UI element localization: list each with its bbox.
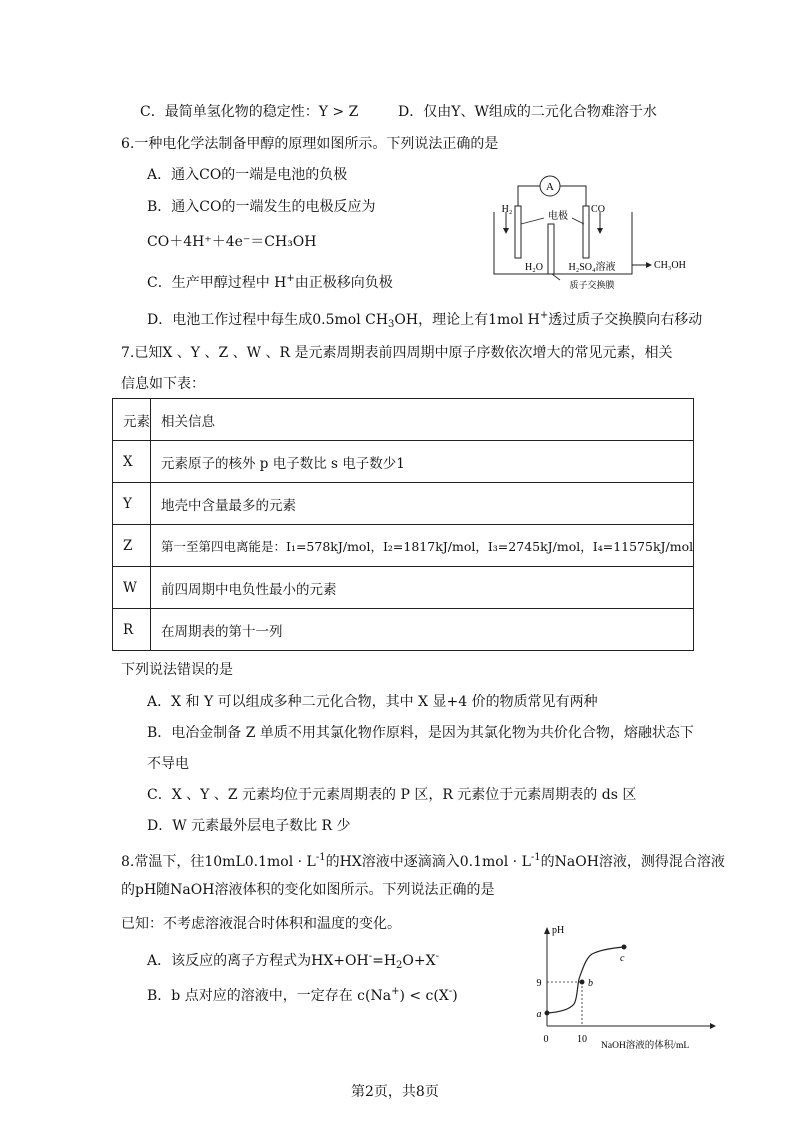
table-cell-element: Z — [113, 525, 151, 567]
table-cell-element: Y — [113, 483, 151, 525]
svg-text:0: 0 — [543, 1034, 549, 1045]
svg-text:CO: CO — [591, 204, 605, 215]
q6-stem: 6.一种电化学法制备甲醇的原理如图所示。下列说法正确的是 — [121, 136, 499, 152]
svg-text:9: 9 — [536, 978, 542, 989]
table-cell-element: X — [113, 441, 151, 483]
electrochemical-cell-diagram — [488, 172, 686, 292]
element-info-table — [112, 398, 694, 651]
svg-text:质子交换膜: 质子交换膜 — [569, 280, 615, 290]
q8-note: 已知：不考虑溶液混合时体积和温度的变化。 — [121, 916, 401, 932]
q7-stem-line2: 信息如下表： — [121, 376, 205, 392]
titration-curve — [547, 947, 624, 1013]
proton-exchange-membrane — [548, 224, 554, 274]
q7-option-b-line1: B．电冶金制备 Z 单质不用其氯化物作原料，是因为其氯化物为共价化合物，熔融状态下 — [147, 725, 694, 741]
svg-text:A: A — [546, 181, 554, 193]
page-footer: 第2页，共8页 — [351, 1084, 439, 1100]
svg-text:H₂O: H₂O — [525, 262, 543, 273]
q6-option-b-equation: CO＋4H⁺＋4e⁻＝CH₃OH — [147, 234, 317, 250]
table-header-cell: 元素 — [113, 399, 151, 441]
q7-option-a: A．X 和 Y 可以组成多种二元化合物，其中 X 显+4 价的物质常见有两种 — [147, 694, 598, 710]
table-header-cell: 相关信息 — [151, 399, 694, 441]
table-header-row — [113, 399, 694, 441]
svg-text:a: a — [536, 1009, 542, 1020]
table-cell-info: 前四周期中电负性最小的元素 — [151, 567, 694, 609]
right-electrode — [583, 206, 589, 258]
table-cell-element: R — [113, 609, 151, 651]
svg-text:NaOH溶液的体积/mL: NaOH溶液的体积/mL — [601, 1041, 690, 1051]
svg-text:b: b — [588, 978, 593, 989]
q8-option-a: A．该反应的离子方程式为$HX+OH^-=H_2O+X^-$ — [147, 951, 439, 971]
point-a-marker — [545, 1011, 550, 1016]
svg-text:pH: pH — [552, 925, 565, 936]
q6-option-a: A．通入CO的一端是电池的负极 — [147, 167, 348, 183]
q8-option-b: B．b 点对应的溶液中，一定存在 c(Na+) < c(X-) — [147, 986, 458, 1004]
q5-option-d: D．仅由Y、W组成的二元化合物难溶于水 — [398, 104, 657, 120]
table-cell-info: 地壳中含量最多的元素 — [151, 483, 694, 525]
svg-text:H₂: H₂ — [501, 204, 513, 215]
svg-text:CH₃OH: CH₃OH — [654, 260, 686, 271]
table-cell-info: 在周期表的第十一列 — [151, 609, 694, 651]
svg-text:H₂SO₄溶液: H₂SO₄溶液 — [568, 262, 616, 273]
q8-stem-line2: 的pH随NaOH溶液体积的变化如图所示。下列说法正确的是 — [121, 882, 495, 898]
table-cell-element: W — [113, 567, 151, 609]
table-row — [113, 525, 694, 567]
q7-option-d: D．W 元素最外层电子数比 R 少 — [147, 818, 351, 834]
table-row — [113, 483, 694, 525]
table-row — [113, 441, 694, 483]
point-c-marker — [622, 945, 627, 950]
point-b-marker — [580, 980, 585, 985]
svg-text:10: 10 — [577, 1034, 587, 1045]
table-row — [113, 609, 694, 651]
q7-option-c: C．X 、Y 、Z 元素均位于元素周期表的 P 区，R 元素位于元素周期表的 ds 区 — [147, 787, 637, 803]
q6-option-c: C．生产甲醇过程中 H+由正极移向负极 — [147, 273, 393, 291]
svg-text:电极: 电极 — [548, 211, 568, 222]
svg-text:c: c — [620, 953, 625, 964]
q7-option-b-line2: 不导电 — [147, 756, 189, 772]
titration-curve-graph — [530, 920, 720, 1056]
q6-option-b: B．通入CO的一端发生的电极反应为 — [147, 199, 376, 215]
table-cell-info: 元素原子的核外 p 电子数比 s 电子数少1 — [151, 441, 694, 483]
q8-stem-line1: 8.常温下，往$10mL0.1mol \cdot L^{-1}$的HX溶液中逐滴滴入$0.1mol \cdot L^{-1}$的NaOH溶液，测得混合溶液 — [121, 852, 725, 870]
table-cell-info: 第一至第四电离能是：I₁=578kJ/mol，I₂=1817kJ/mol，I₃=2745kJ/mol，I₄=11575kJ/mol — [151, 525, 694, 567]
q7-stem-line1: 7.已知X 、Y 、Z 、W 、R 是元素周期表前四周期中原子序数依次增大的常见元素，相关 — [121, 345, 673, 361]
q6-option-d: D．电池工作过程中每生成0.5mol $CH_3OH$，理论上有1mol H+透过质子交换膜向右移动 — [147, 310, 703, 330]
left-electrode — [515, 206, 521, 258]
q5-option-c: C．最简单氢化物的稳定性：Y > Z — [140, 104, 359, 120]
table-row — [113, 567, 694, 609]
q7-ask: 下列说法错误的是 — [121, 662, 233, 678]
